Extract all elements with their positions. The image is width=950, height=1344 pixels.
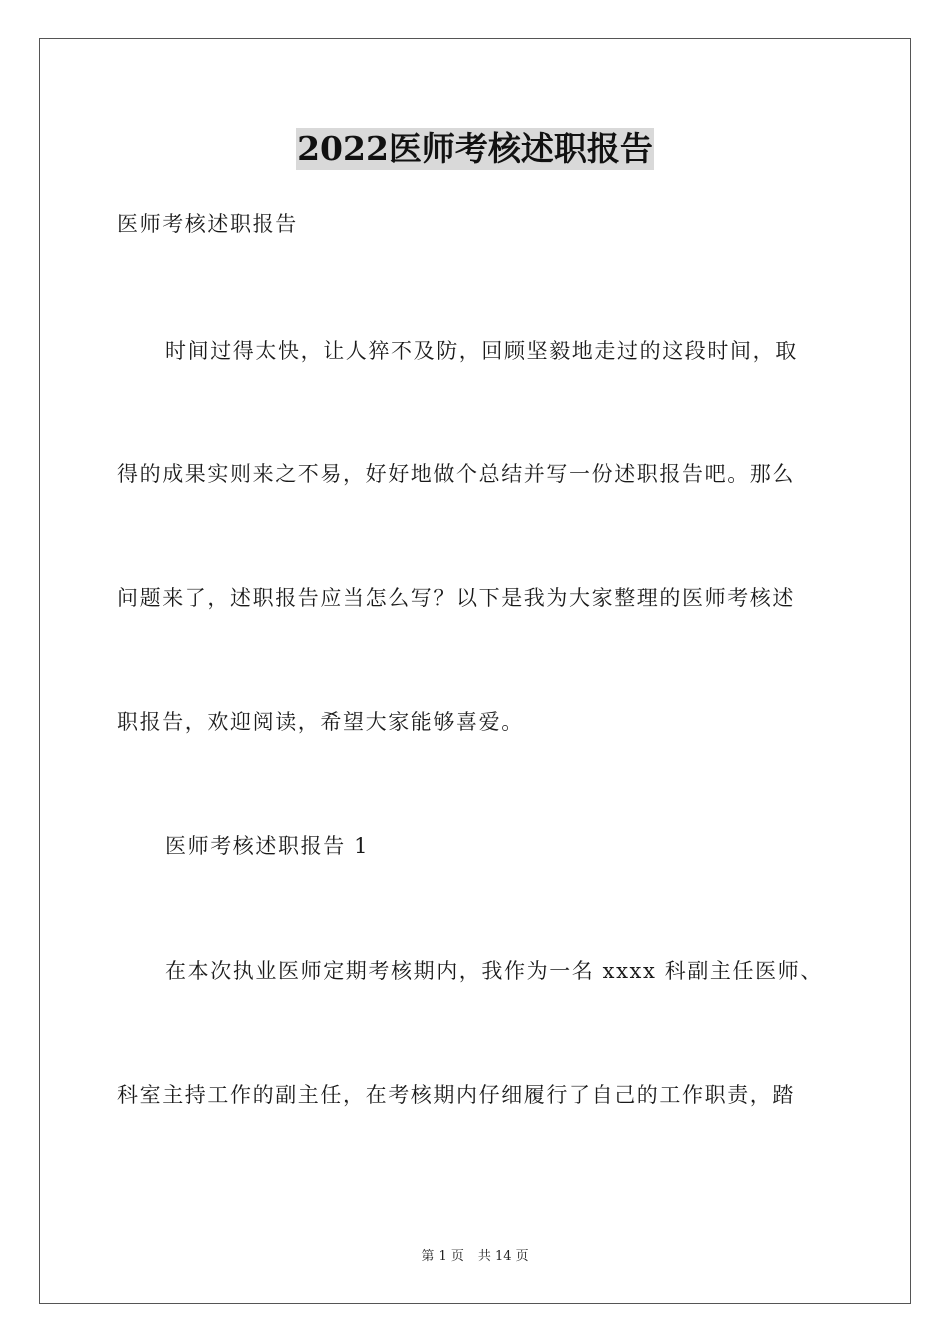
- page-number: 第 1 页: [421, 1249, 464, 1264]
- document-title: 2022医师考核述职报告: [297, 129, 653, 168]
- paragraph-line-1: 时间过得太快，让人猝不及防，回顾坚毅地走过的这段时间，取: [165, 339, 798, 363]
- paragraph-line-5: 在本次执业医师定期考核期内，我作为一名 xxxx 科副主任医师、: [165, 959, 823, 983]
- title-container: [0, 128, 950, 170]
- total-pages: 共 14 页: [477, 1249, 529, 1264]
- paragraph-line-4: 职报告，欢迎阅读，希望大家能够喜爱。: [117, 710, 524, 734]
- paragraph-line-3: 问题来了，述职报告应当怎么写？以下是我为大家整理的医师考核述: [117, 586, 795, 610]
- page-footer: [0, 1248, 950, 1266]
- paragraph-line-2: 得的成果实则来之不易，好好地做个总结并写一份述职报告吧。那么: [117, 462, 795, 486]
- paragraph-line-6: 科室主持工作的副主任，在考核期内仔细履行了自己的工作职责，踏: [117, 1083, 795, 1107]
- document-subtitle: 医师考核述职报告: [117, 212, 298, 236]
- section-heading: 医师考核述职报告 1: [165, 834, 370, 858]
